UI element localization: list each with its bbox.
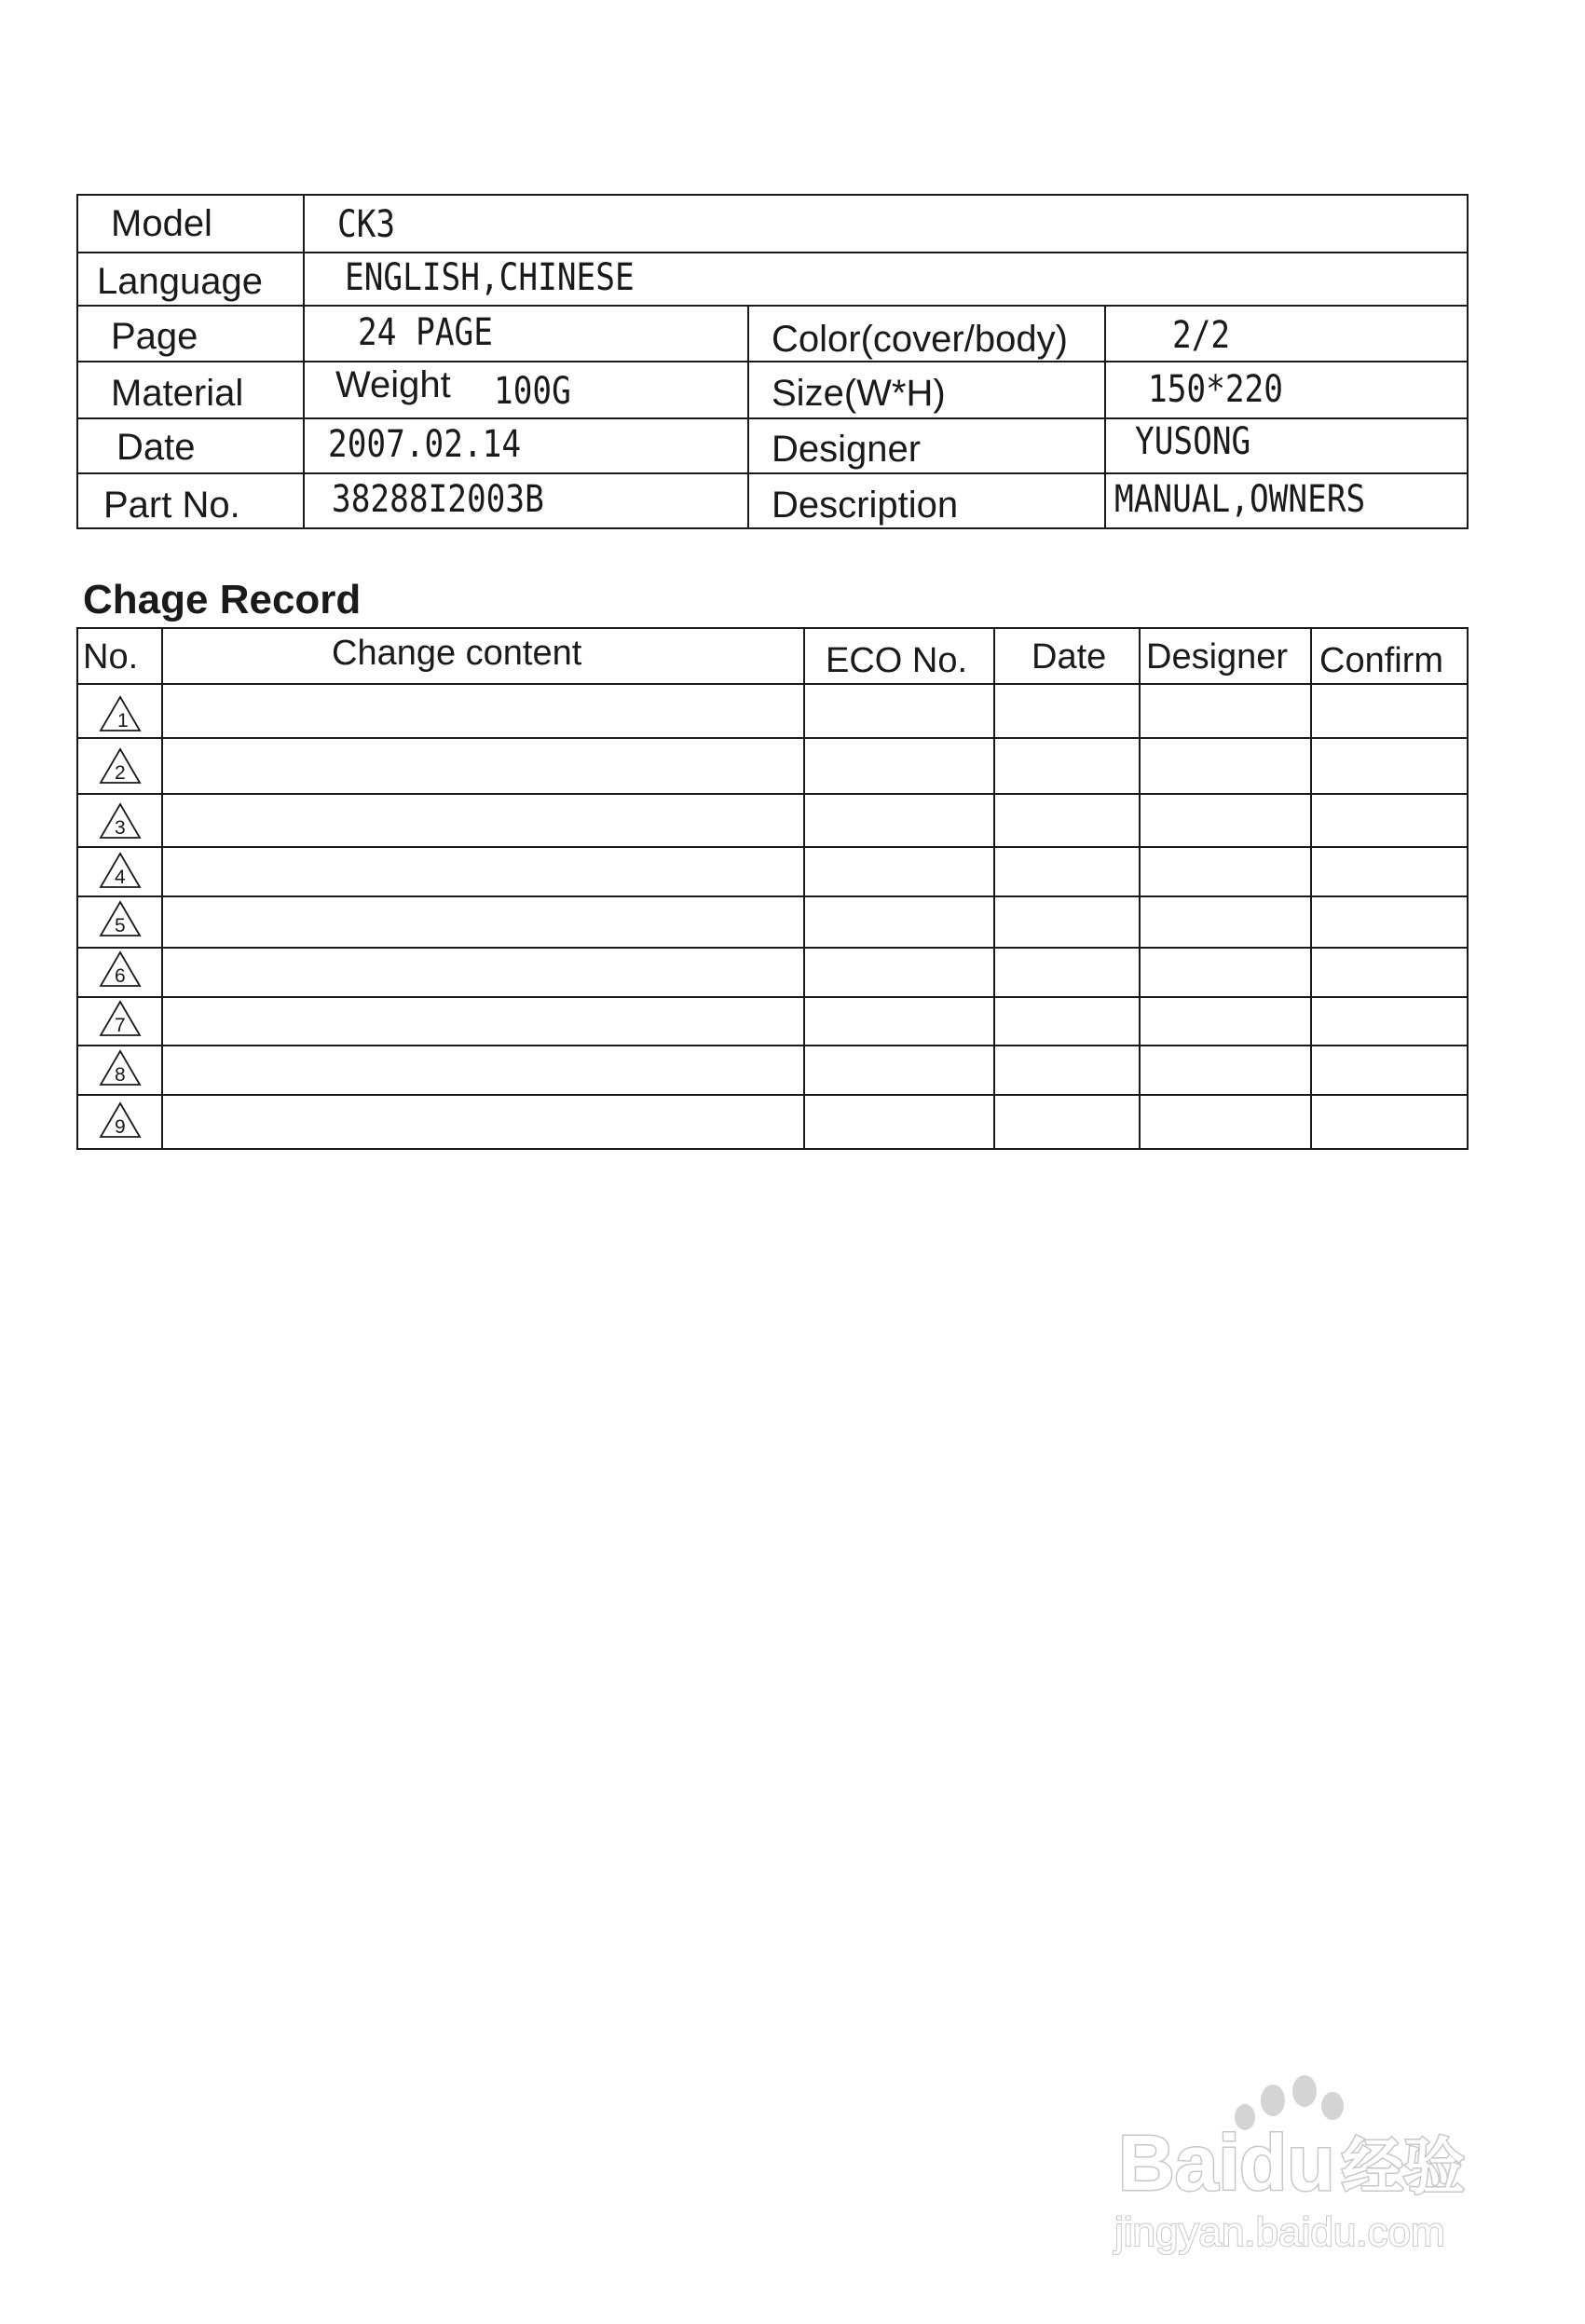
page-label: Page (111, 316, 198, 357)
svg-text:3: 3 (115, 817, 126, 839)
svg-text:1: 1 (117, 710, 129, 731)
page-value: 24 PAGE (358, 311, 493, 354)
color-label: Color(cover/body) (772, 319, 1068, 360)
svg-text:4: 4 (115, 867, 126, 888)
weight-label: Weight (335, 364, 451, 405)
part-no-label: Part No. (103, 485, 240, 526)
col-header-confirm: Confirm (1319, 641, 1444, 680)
weight-value: 100G (494, 370, 571, 413)
svg-text:5: 5 (115, 915, 126, 936)
part-no-value: 38288I2003B (332, 478, 544, 521)
model-value: CK3 (337, 203, 396, 246)
revision-6-icon (99, 950, 142, 988)
svg-text:2: 2 (115, 762, 126, 784)
svg-text:6: 6 (115, 965, 126, 987)
revision-2-icon (99, 747, 142, 785)
revision-3-icon (99, 802, 142, 840)
svg-text:8: 8 (115, 1064, 126, 1086)
model-label: Model (111, 203, 212, 244)
material-label: Material (111, 373, 244, 414)
col-header-designer: Designer (1146, 637, 1289, 677)
size-label: Size(W*H) (772, 373, 946, 414)
col-header-change-content: Change content (332, 634, 582, 673)
date-value: 2007.02.14 (328, 423, 522, 466)
svg-text:Bai: Bai (1118, 2119, 1240, 2207)
designer-label: Designer (772, 429, 922, 470)
svg-text:du: du (1239, 2119, 1335, 2207)
col-header-eco-no: ECO No. (826, 641, 968, 680)
language-value: ENGLISH,CHINESE (345, 256, 635, 299)
revision-5-icon (99, 900, 142, 937)
color-value: 2/2 (1172, 314, 1231, 357)
col-header-no: No. (83, 637, 139, 677)
baidu-jingyan-watermark (1109, 2059, 1500, 2264)
date-label: Date (116, 427, 196, 468)
description-value: MANUAL,OWNERS (1114, 478, 1366, 521)
revision-4-icon (99, 852, 142, 889)
svg-text:经验: 经验 (1342, 2132, 1465, 2201)
change-record-title: Chage Record (83, 577, 362, 622)
designer-value: YUSONG (1135, 420, 1251, 463)
revision-1-icon (99, 695, 142, 732)
svg-text:9: 9 (115, 1116, 126, 1138)
col-header-date: Date (1032, 637, 1107, 677)
description-label: Description (772, 485, 959, 526)
revision-8-icon (99, 1049, 142, 1087)
svg-text:7: 7 (115, 1015, 126, 1036)
language-label: Language (97, 261, 263, 302)
revision-9-icon (99, 1101, 142, 1139)
svg-text:jingyan.baidu.com: jingyan.baidu.com (1114, 2209, 1445, 2255)
size-value: 150*220 (1148, 368, 1283, 411)
revision-7-icon (99, 1000, 142, 1037)
